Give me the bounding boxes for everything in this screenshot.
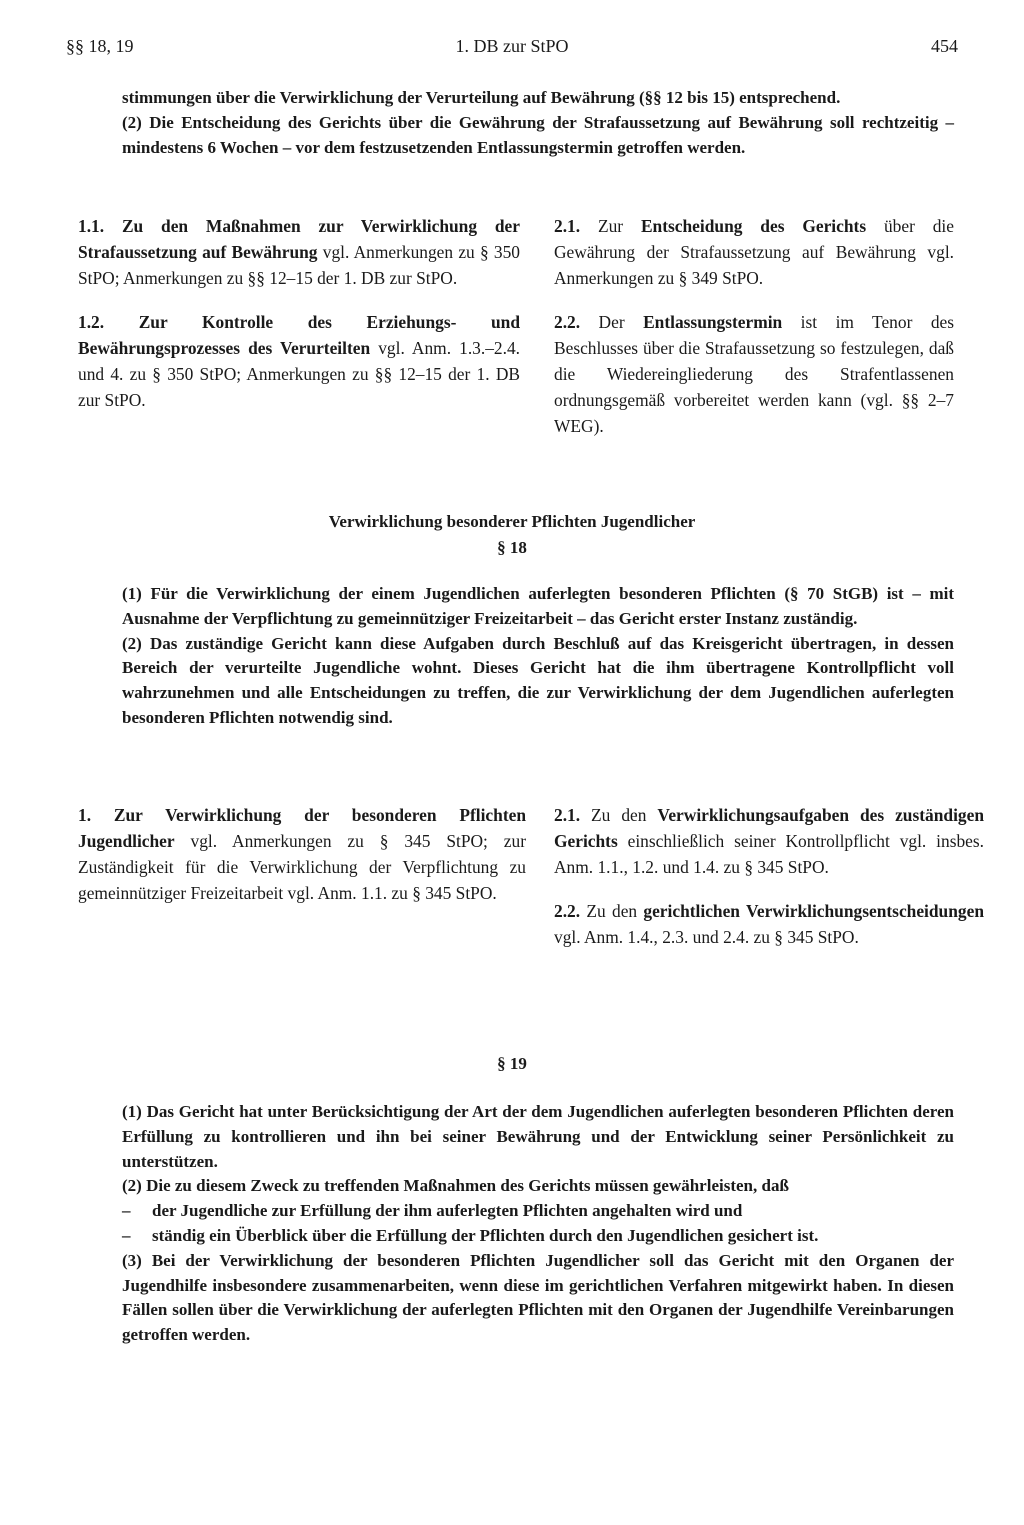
comment-text: über die Gewährung der Strafaussetzung auf Bewährung vgl. Anmerkungen zu § 349 StPO. (554, 216, 954, 288)
header-title: 1. DB zur StPO (455, 36, 569, 56)
comment-text: ist im Tenor des Beschlusses über die Strafaussetzung so festzulegen, daß die Wiedereingliederung des Strafentlassenen ordnungsgemäß vorbereitet werden kann (vgl. §§ 2–7 WEG). (554, 312, 954, 436)
comment-number: 2.2. (554, 901, 581, 921)
comment-item (554, 802, 984, 880)
law-bullet (122, 1199, 954, 1224)
law-paragraph: (2) Die zu diesem Zweck zu treffenden Maßnahmen des Gerichts müssen gewährleisten, daß (122, 1176, 789, 1196)
comment-number: 1.1. (78, 216, 105, 236)
comment-text: einschließlich seiner Kontrollpflicht vgl. insbes. Anm. 1.1., 1.2. und 1.4. zu § 345 StPO. (554, 831, 984, 877)
dash-bullet: – (122, 1201, 131, 1221)
dash-bullet: – (122, 1225, 131, 1245)
law-paragraph: stimmungen über die Verwirklichung der Verurteilung auf Bewährung (§§ 12 bis 15) entsprechend. (122, 88, 841, 107)
comment-item (554, 309, 954, 439)
comment-keyword: Verwirklichungsaufgaben des zuständigen Gerichts (554, 805, 984, 851)
comment-column-left (78, 213, 520, 425)
comment-keyword: Entlassungstermin (643, 312, 783, 332)
header-paragraph-ref: §§ 18, 19 (66, 36, 134, 56)
page-number: 454 (931, 36, 958, 56)
comment-text: Zu den (586, 901, 644, 921)
law-paragraph: (1) Das Gericht hat unter Berücksichtigung der Art der dem Jugendlichen auferlegten besonderen Pflichten deren Erfüllung zu kontrollieren und ihn bei seiner Bewährung und der Entwicklung seiner Persönlichkeit zu unterstützen. (122, 1102, 954, 1171)
comment-number: 1. (78, 805, 92, 825)
comment-text: vgl. Anmerkungen zu § 350 StPO; Anmerkungen zu §§ 12–15 der 1. DB zur StPO. (78, 242, 521, 288)
law-bullet-text: ständig ein Überblick über die Erfüllung der Pflichten durch den Jugendlichen gesichert ist. (152, 1225, 819, 1245)
law-paragraph: (2) Das zuständige Gericht kann diese Aufgaben durch Beschluß auf das Kreisgericht übertragen, in dessen Bereich der verurteilte Jugendliche wohnt. Dieses Gericht hat die ihm übertragene Kontrollpflicht voll wahrzunehmen und alle Entscheidungen zu treffen, die zur Verwirklichung der dem Jugendlichen auferlegten besonderen Pflichten notwendig sind. (122, 633, 954, 727)
page-header (0, 36, 1024, 62)
comment-text: Zu den (591, 805, 658, 825)
law-text-continuation (122, 86, 954, 160)
law-paragraph: (3) Bei der Verwirklichung der besonderen Pflichten Jugendlicher soll das Gericht mit den Organen der Jugendhilfe insbesondere zusammenarbeiten, wenn diese im gerichtlichen Verfahren mitgewirkt haben. In diesen Fällen sollen über die Verwirklichung der auferlegten Pflichten mit den Organen der Jugendhilfe Vereinbarungen getroffen werden. (122, 1250, 954, 1345)
comment-keyword: Entscheidung des Gerichts (640, 216, 867, 236)
comment-text: vgl. Anm. 1.3.–2.4. und 4. zu § 350 StPO; Anmerkungen zu §§ 12–15 der 1. DB zur StPO. (78, 338, 520, 410)
law-paragraph: (2) Die Entscheidung des Gerichts über die Gewährung der Strafaussetzung auf Bewährung soll rechtzeitig – mindestens 6 Wochen – vor dem festzusetzenden Entlassungstermin getroffen werden. (122, 112, 954, 157)
comment-item (554, 213, 954, 291)
comment-column-left (78, 802, 526, 918)
comment-keyword: Zur Kontrolle des Erziehungs- und Bewährungsprozesses des Verurteilten (78, 312, 520, 358)
law-text-section18 (122, 582, 954, 731)
law-bullet (122, 1224, 954, 1249)
law-text-section19 (122, 1100, 954, 1348)
comment-item (554, 898, 984, 950)
comment-number: 2.1. (554, 216, 581, 236)
comment-text: vgl. Anm. 1.4., 2.3. und 2.4. zu § 345 StPO. (554, 927, 859, 947)
law-bullet-text: der Jugendliche zur Erfüllung der ihm auferlegten Pflichten angehalten wird und (152, 1201, 743, 1221)
section-heading: Verwirklichung besonderer Pflichten Jugendlicher (328, 512, 696, 531)
comment-item (78, 802, 526, 906)
comment-number: 2.1. (554, 805, 581, 825)
comment-number: 2.2. (554, 312, 581, 332)
comment-item (78, 213, 520, 291)
section-number: § 18 (497, 538, 527, 557)
comment-keyword: Zur Verwirklichung der besonderen Pflichten Jugendlicher (78, 805, 526, 851)
comment-keyword: Zu den Maßnahmen zur Verwirklichung der Strafaussetzung auf Bewährung (78, 216, 520, 262)
comment-text: Der (598, 312, 644, 332)
comment-keyword: gerichtlichen Verwirklichungsentscheidungen (643, 901, 984, 921)
comment-text: Zur (597, 216, 641, 236)
comment-text: vgl. Anmerkungen zu § 345 StPO; zur Zuständigkeit für die Verwirklichung der Verpflichtung zu gemeinnütziger Freizeitarbeit vgl. Anm. 1.1. zu § 345 StPO. (78, 831, 526, 903)
law-paragraph: (1) Für die Verwirklichung der einem Jugendlichen auferlegten besonderen Pflichten (§ 70 StGB) ist – mit Ausnahme der Verpflichtung zu gemeinnütziger Freizeitarbeit – das Gericht erster Instanz zuständig. (122, 584, 954, 628)
comment-column-right (554, 213, 954, 451)
comment-column-right (554, 802, 984, 962)
comment-item (78, 309, 520, 413)
comment-number: 1.2. (78, 312, 105, 332)
section-number: § 19 (497, 1054, 527, 1073)
